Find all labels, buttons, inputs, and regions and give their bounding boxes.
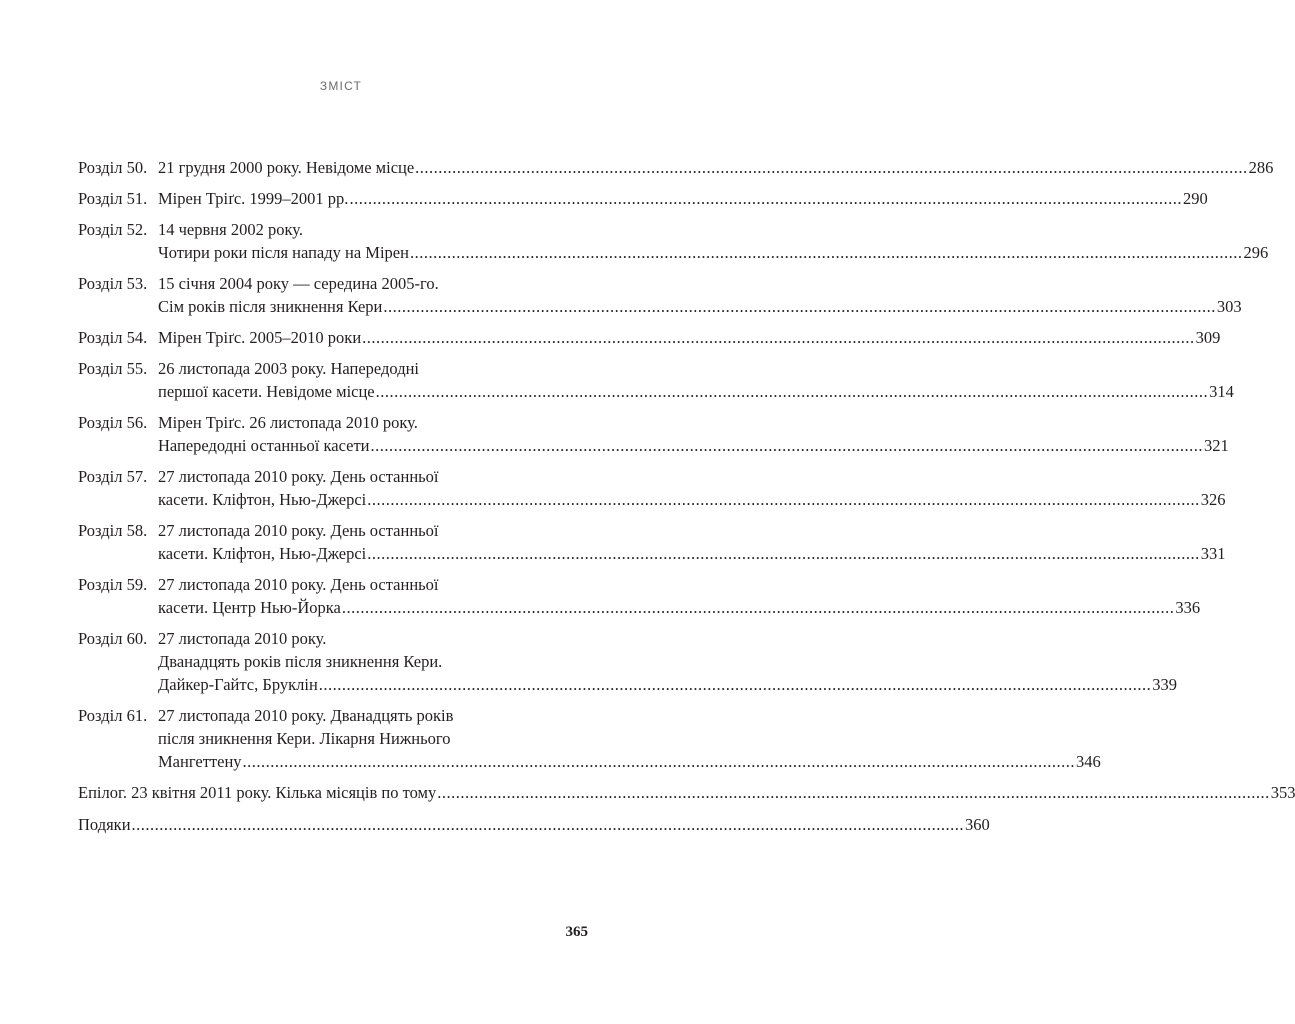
title-line-with-page: [158, 488, 1226, 511]
dot-leader: [383, 295, 1216, 318]
chapter-title: [158, 272, 1242, 318]
chapter-title: [158, 573, 1201, 619]
title-line: 15 січня 2004 року — середина 2005-го.: [158, 274, 439, 293]
chapter-title: [158, 704, 1101, 773]
title-line-with-page: [158, 542, 1226, 565]
title-line: касети. Кліфтон, Нью-Джерсі: [158, 490, 367, 509]
title-line: Сім років після зникнення Кери: [158, 297, 383, 316]
title-line: касети. Центр Нью-Йорка: [158, 598, 341, 617]
page-number: 365: [565, 924, 588, 940]
title-line: 27 листопада 2010 року. День останньої: [158, 467, 439, 486]
chapter-label: Розділ 52.: [78, 220, 148, 239]
title-line: 27 листопада 2010 року. Дванадцять років: [158, 706, 454, 725]
title-line: касети. Кліфтон, Нью-Джерсі: [158, 544, 367, 563]
acknowledgements-title: Подяки: [78, 815, 131, 834]
page-ref: 346: [1076, 752, 1101, 771]
chapter-title: [158, 187, 1208, 210]
dot-leader: [376, 380, 1209, 403]
chapter-label: Розділ 60.: [78, 629, 148, 648]
toc-entry: [78, 218, 1269, 264]
title-line-with-page: [158, 156, 1274, 179]
chapter-title: [158, 465, 1226, 511]
page-ref: 321: [1203, 436, 1229, 455]
chapter-title: [158, 411, 1229, 457]
title-line: 27 листопада 2010 року.: [158, 629, 327, 648]
toc-entry: [78, 465, 1226, 511]
title-line: Дванадцять років після зникнення Кери.: [158, 652, 443, 671]
chapter-title: [158, 627, 1178, 696]
chapter-label: Розділ 55.: [78, 359, 148, 378]
title-line-with-page: [158, 380, 1234, 403]
chapter-label: Розділ 54.: [78, 328, 148, 347]
toc-entry: [78, 187, 1208, 210]
toc-entry: [78, 519, 1226, 565]
title-line-with-page: [158, 596, 1201, 619]
page-ref: 296: [1243, 243, 1269, 262]
dot-leader: [410, 241, 1243, 264]
dot-leader: [362, 326, 1195, 349]
page-ref: 331: [1200, 544, 1226, 563]
title-line: 27 листопада 2010 року. День останньої: [158, 575, 439, 594]
title-line: Мангеттену: [158, 752, 242, 771]
toc-entry: [78, 326, 1221, 349]
title-line: Чотири роки після нападу на Мірен: [158, 243, 409, 262]
dot-leader: [243, 750, 1076, 773]
title-line-with-page: [158, 241, 1269, 264]
toc-entry: [78, 411, 1229, 457]
chapter-title: [158, 357, 1234, 403]
toc-entry-epilogue: [78, 781, 1295, 804]
toc-entry: [78, 357, 1234, 403]
dot-leader: [370, 434, 1203, 457]
chapter-label: Розділ 50.: [78, 158, 148, 177]
title-line-with-page: [158, 673, 1178, 696]
title-line: 21 грудня 2000 року. Невідоме місце: [158, 158, 415, 177]
dot-leader: [132, 813, 965, 836]
chapter-title: [158, 156, 1274, 179]
dot-leader: [367, 542, 1200, 565]
chapter-label: Розділ 61.: [78, 706, 148, 725]
page-ref: 314: [1209, 382, 1234, 401]
toc-entry: [78, 156, 1274, 179]
title-line-with-page: [78, 813, 990, 836]
title-line: після зникнення Кери. Лікарня Нижнього: [158, 729, 451, 748]
page-ref: 339: [1152, 675, 1178, 694]
page-ref: 309: [1195, 328, 1221, 347]
title-line-with-page: [158, 326, 1221, 349]
page-ref: 303: [1216, 297, 1242, 316]
running-header: ЗМІСТ: [319, 79, 363, 93]
toc-entry: [78, 627, 1178, 696]
page-ref: 336: [1175, 598, 1201, 617]
title-line: першої касети. Невідоме місце: [158, 382, 375, 401]
page-ref: 326: [1200, 490, 1226, 509]
chapter-title: [158, 326, 1221, 349]
page-ref: 286: [1248, 158, 1274, 177]
chapter-title: [158, 218, 1269, 264]
epilogue-title: Епілог. 23 квітня 2011 року. Кілька місяців по тому: [78, 783, 437, 802]
dot-leader: [437, 781, 1270, 804]
chapter-label: Розділ 51.: [78, 189, 148, 208]
dot-leader: [342, 596, 1175, 619]
table-of-contents: [78, 156, 1295, 845]
chapter-label: Розділ 58.: [78, 521, 148, 540]
title-line-with-page: [158, 434, 1229, 457]
title-line-with-page: [158, 187, 1208, 210]
title-line-with-page: [158, 750, 1101, 773]
title-line: Мірен Тріґс. 1999–2001 рр.: [158, 189, 349, 208]
title-line: 14 червня 2002 року.: [158, 220, 303, 239]
toc-entry: [78, 573, 1201, 619]
title-line: 27 листопада 2010 року. День останньої: [158, 521, 439, 540]
chapter-label: Розділ 59.: [78, 575, 148, 594]
toc-entry-acknowledgements: [78, 813, 990, 836]
title-line: 26 листопада 2003 року. Напередодні: [158, 359, 420, 378]
chapter-label: Розділ 56.: [78, 413, 148, 432]
page-ref: 360: [965, 815, 990, 834]
title-line: Напередодні останньої касети: [158, 436, 370, 455]
chapter-label: Розділ 57.: [78, 467, 148, 486]
toc-entry: [78, 272, 1242, 318]
chapter-title: [158, 519, 1226, 565]
title-line: Мірен Тріґс. 2005–2010 роки: [158, 328, 362, 347]
page-ref: 290: [1182, 189, 1208, 208]
title-line: Мірен Тріґс. 26 листопада 2010 року.: [158, 413, 418, 432]
page-ref: 353: [1270, 783, 1295, 802]
title-line: Дайкер-Гайтс, Бруклін: [158, 675, 318, 694]
title-line-with-page: [78, 781, 1295, 804]
dot-leader: [319, 673, 1152, 696]
dot-leader: [367, 488, 1200, 511]
title-line-with-page: [158, 295, 1242, 318]
toc-entry: [78, 704, 1101, 773]
chapter-label: Розділ 53.: [78, 274, 148, 293]
dot-leader: [349, 187, 1182, 210]
dot-leader: [415, 156, 1248, 179]
